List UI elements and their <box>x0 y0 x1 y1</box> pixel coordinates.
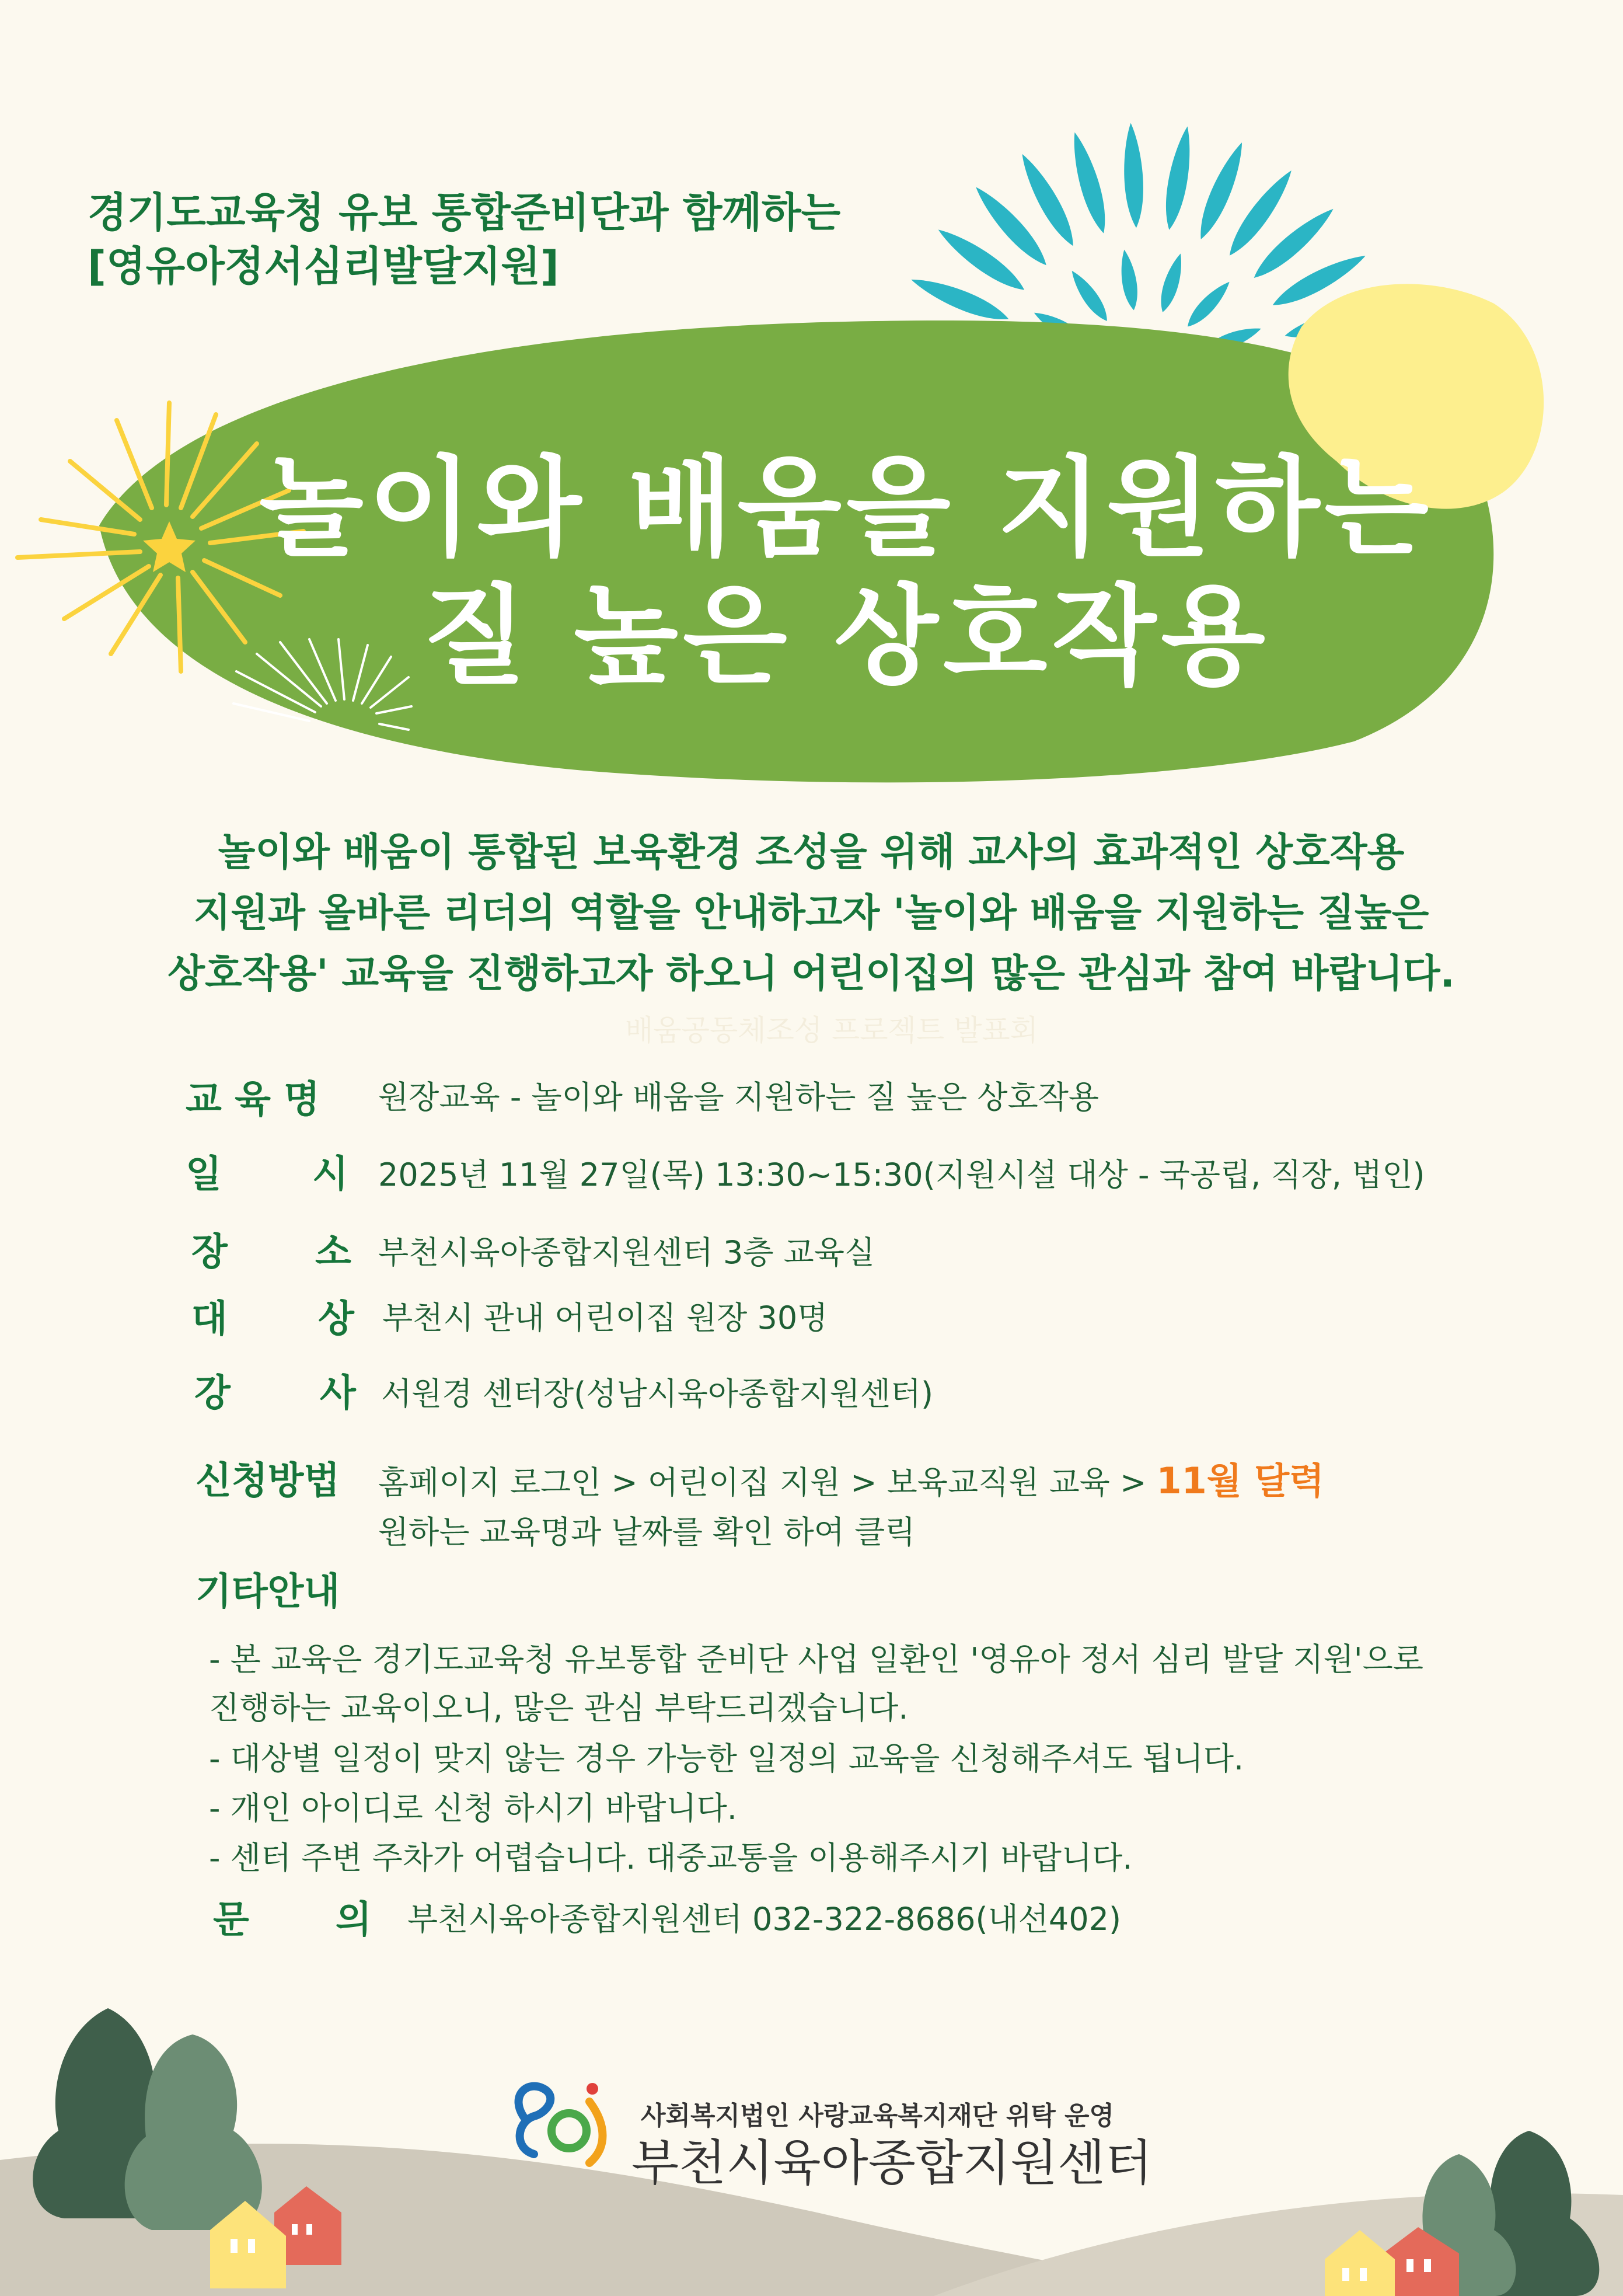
center-logo-icon <box>519 2083 603 2163</box>
contact-label-2: 의 <box>336 1898 372 1942</box>
etc-label: 기타안내 <box>196 1570 340 1614</box>
place-label-1: 장 <box>191 1231 228 1274</box>
org-name: 부천시육아종합지원센터 <box>631 2134 1153 2192</box>
contact-value: 부천시육아종합지원센터 032-322-8686(내선402) <box>407 1901 1122 1938</box>
target-label-2: 상 <box>318 1298 354 1341</box>
place-value: 부천시육아종합지원센터 3층 교육실 <box>378 1234 875 1271</box>
subtitle-line1: 경기도교육청 유보 통합준비단과 함께하는 <box>88 189 841 236</box>
note-item: 진행하는 교육이오니, 많은 관심 부탁드리겠습니다. <box>209 1689 909 1726</box>
lecturer-value: 서원경 센터장(성남시육아종합지원센터) <box>381 1375 934 1412</box>
apply-value <box>378 1452 1324 1504</box>
apply-path: 홈페이지 로그인 > 어린이집 지원 > 보육교직원 교육 > <box>378 1464 1157 1501</box>
intro-paragraph <box>70 822 1552 1004</box>
target-value: 부천시 관내 어린이집 원장 30명 <box>382 1299 828 1336</box>
note-item: - 대상별 일정이 맞지 않는 경우 가능한 일정의 교육을 신청해주셔도 됩니다. <box>209 1740 1244 1777</box>
intro-line3: 상호작용' 교육을 진행하고자 하오니 어린이집의 많은 관심과 참여 바랍니다. <box>167 951 1455 996</box>
subtitle <box>88 186 840 293</box>
apply-highlight: 11월 달력 <box>1156 1459 1325 1502</box>
intro-line2: 지원과 올바른 리더의 역할을 안내하고자 '놀이와 배움을 지원하는 질높은 <box>193 890 1429 935</box>
note-item: - 본 교육은 경기도교육청 유보통합 준비단 사업 일환인 '영유아 정서 심리 발달 지원'으로 <box>209 1641 1423 1678</box>
date-label-1: 일 <box>186 1153 222 1196</box>
faded-background-text: 배움공동체조성 프로젝트 발표회 <box>625 1013 1038 1047</box>
date-value: 2025년 11월 27일(목) 13:30~15:30(지원시설 대상 - 국공립, 직장, 법인) <box>378 1156 1425 1193</box>
org-operator-text: 사회복지법인 사랑교육복지재단 위탁 운영 <box>641 2101 1115 2131</box>
apply-value-line2: 원하는 교육명과 날짜를 확인 하여 클릭 <box>378 1514 916 1551</box>
headline-line1: 놀이와 배움을 지원하는 <box>259 445 1433 571</box>
subtitle-line2: [영유아정서심리발달지원] <box>88 242 559 290</box>
lecturer-label-2: 사 <box>320 1372 356 1415</box>
course-label: 교 육 명 <box>186 1078 320 1121</box>
headline-line2: 질 높은 상호작용 <box>423 573 1270 699</box>
contact-label-1: 문 <box>213 1898 249 1942</box>
target-label-1: 대 <box>191 1298 228 1341</box>
course-value: 원장교육 - 놀이와 배움을 지원하는 질 높은 상호작용 <box>378 1079 1100 1116</box>
note-item: - 센터 주변 주차가 어렵습니다. 대중교통을 이용해주시기 바랍니다. <box>209 1839 1133 1876</box>
date-label-2: 시 <box>312 1153 348 1196</box>
note-item: - 개인 아이디로 신청 하시기 바랍니다. <box>209 1790 737 1827</box>
headline <box>193 444 1500 701</box>
lecturer-label-1: 강 <box>194 1372 231 1415</box>
apply-label: 신청방법 <box>196 1459 340 1503</box>
place-label-2: 소 <box>315 1231 351 1274</box>
tree-icon <box>33 2008 262 2230</box>
intro-line1: 놀이와 배움이 통합된 보육환경 조성을 위해 교사의 효과적인 상호작용 <box>218 830 1405 874</box>
